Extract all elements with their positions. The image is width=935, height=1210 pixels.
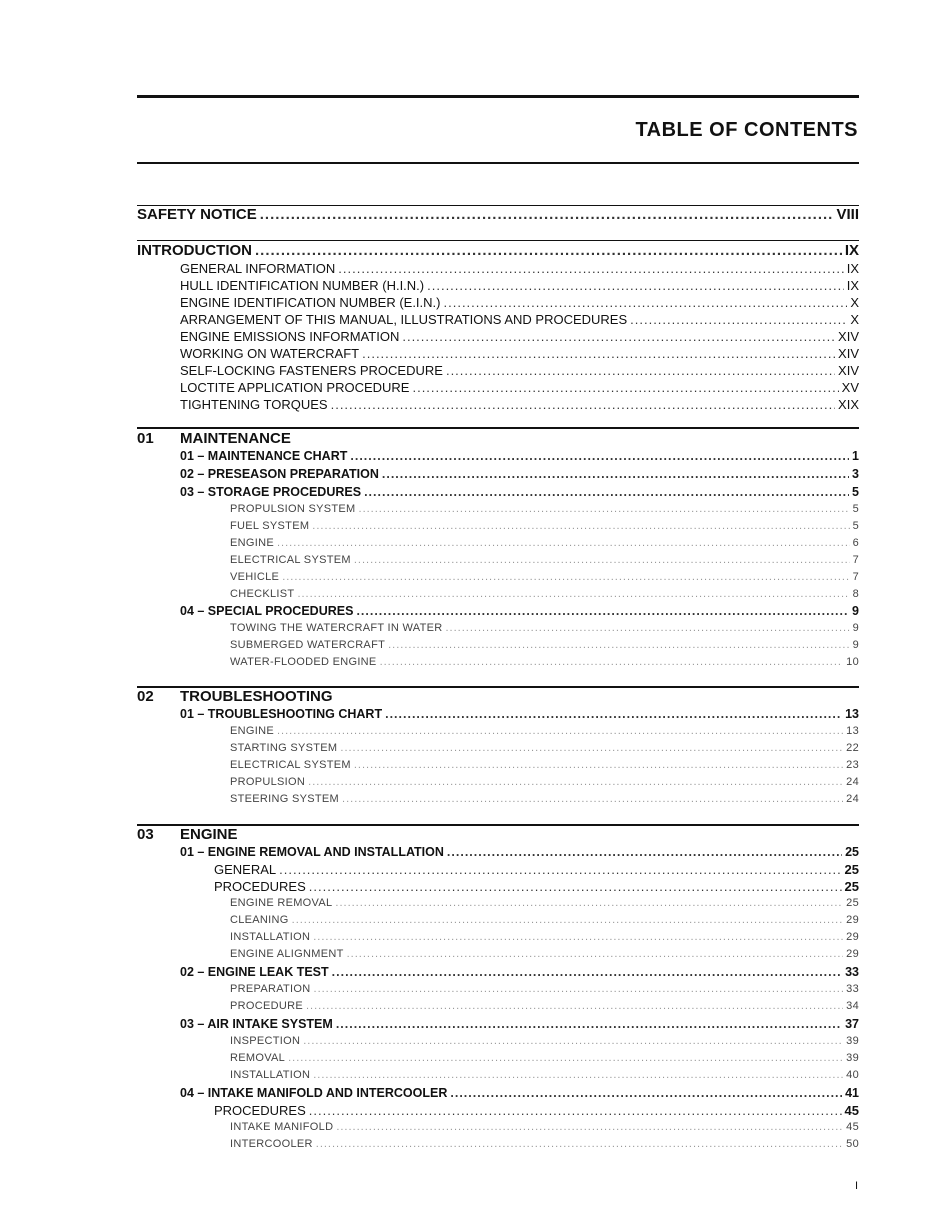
- toc-item[interactable]: STEERING SYSTEM ..... 24: [230, 793, 859, 805]
- toc-item[interactable]: CHECKLIST ..... 8: [230, 588, 859, 600]
- toc-item[interactable]: INTAKE MANIFOLD ..... 45: [230, 1121, 859, 1133]
- toc-item[interactable]: ENGINE ..... 13: [230, 725, 859, 737]
- toc-subsection[interactable]: 04 – SPECIAL PROCEDURES ..... 9: [180, 604, 859, 618]
- toc-item[interactable]: ELECTRICAL SYSTEM ..... 7: [230, 554, 859, 566]
- page-number: I: [854, 1180, 858, 1192]
- toc-item[interactable]: INSPECTION ..... 39: [230, 1035, 859, 1047]
- toc-item[interactable]: ENGINE ALIGNMENT ..... 29: [230, 948, 859, 960]
- toc-item[interactable]: PROCEDURE ..... 34: [230, 1000, 859, 1012]
- toc-entry[interactable]: PROCEDURES ..... 25: [214, 879, 859, 894]
- toc-item[interactable]: INTERCOOLER ..... 50: [230, 1138, 859, 1150]
- toc-item[interactable]: FUEL SYSTEM ..... 5: [230, 520, 859, 532]
- toc-item[interactable]: SUBMERGED WATERCRAFT ..... 9: [230, 639, 859, 651]
- toc-item[interactable]: VEHICLE ..... 7: [230, 571, 859, 583]
- toc-subsection[interactable]: 02 – PRESEASON PREPARATION ..... 3: [180, 467, 859, 481]
- toc-item[interactable]: ENGINE REMOVAL ..... 25: [230, 897, 859, 909]
- toc-item[interactable]: INSTALLATION ..... 29: [230, 931, 859, 943]
- toc-entry[interactable]: ARRANGEMENT OF THIS MANUAL, ILLUSTRATIONS AND PROCEDURES ..... X: [180, 312, 859, 327]
- toc-entry-safety-notice[interactable]: SAFETY NOTICE ..... VIII: [137, 206, 859, 223]
- toc-entry[interactable]: ENGINE IDENTIFICATION NUMBER (E.I.N.) ..... X: [180, 295, 859, 310]
- chapter-heading-maintenance[interactable]: 01 MAINTENANCE: [137, 430, 291, 447]
- toc-entry[interactable]: WORKING ON WATERCRAFT ..... XIV: [180, 346, 859, 361]
- toc-entry[interactable]: HULL IDENTIFICATION NUMBER (H.I.N.) ..... IX: [180, 278, 859, 293]
- toc-entry[interactable]: GENERAL INFORMATION ..... IX: [180, 261, 859, 276]
- toc-entry[interactable]: SELF-LOCKING FASTENERS PROCEDURE ..... XIV: [180, 363, 859, 378]
- toc-item[interactable]: WATER-FLOODED ENGINE ..... 10: [230, 656, 859, 668]
- toc-subsection[interactable]: 01 – ENGINE REMOVAL AND INSTALLATION ..... 25: [180, 845, 859, 859]
- toc-item[interactable]: TOWING THE WATERCRAFT IN WATER ..... 9: [230, 622, 859, 634]
- toc-subsection[interactable]: 01 – TROUBLESHOOTING CHART ..... 13: [180, 707, 859, 721]
- chapter-heading-engine[interactable]: 03 ENGINE: [137, 826, 238, 843]
- toc-item[interactable]: PREPARATION ..... 33: [230, 983, 859, 995]
- toc-subsection[interactable]: 03 – STORAGE PROCEDURES ..... 5: [180, 485, 859, 499]
- top-rule: [137, 95, 859, 98]
- toc-entry[interactable]: LOCTITE APPLICATION PROCEDURE ..... XV: [180, 380, 859, 395]
- toc-entry[interactable]: PROCEDURES ..... 45: [214, 1103, 859, 1118]
- toc-item[interactable]: CLEANING ..... 29: [230, 914, 859, 926]
- toc-item[interactable]: STARTING SYSTEM ..... 22: [230, 742, 859, 754]
- toc-item[interactable]: ELECTRICAL SYSTEM ..... 23: [230, 759, 859, 771]
- toc-entry[interactable]: ENGINE EMISSIONS INFORMATION ..... XIV: [180, 329, 859, 344]
- toc-subsection[interactable]: 01 – MAINTENANCE CHART ..... 1: [180, 449, 859, 463]
- page-title: TABLE OF CONTENTS: [635, 119, 858, 141]
- toc-item[interactable]: INSTALLATION ..... 40: [230, 1069, 859, 1081]
- toc-entry-introduction[interactable]: INTRODUCTION ..... IX: [137, 242, 859, 259]
- toc-entry[interactable]: GENERAL ..... 25: [214, 862, 859, 877]
- toc-item[interactable]: PROPULSION SYSTEM ..... 5: [230, 503, 859, 515]
- toc-item[interactable]: ENGINE ..... 6: [230, 537, 859, 549]
- section-divider: [137, 427, 859, 429]
- section-divider: [137, 240, 859, 241]
- toc-item[interactable]: PROPULSION ..... 24: [230, 776, 859, 788]
- chapter-heading-troubleshooting[interactable]: 02 TROUBLESHOOTING: [137, 688, 333, 705]
- toc-entry[interactable]: TIGHTENING TORQUES ..... XIX: [180, 397, 859, 412]
- toc-subsection[interactable]: 03 – AIR INTAKE SYSTEM ..... 37: [180, 1017, 859, 1031]
- toc-subsection[interactable]: 02 – ENGINE LEAK TEST ..... 33: [180, 965, 859, 979]
- toc-item[interactable]: REMOVAL ..... 39: [230, 1052, 859, 1064]
- toc-subsection[interactable]: 04 – INTAKE MANIFOLD AND INTERCOOLER ..... 41: [180, 1086, 859, 1100]
- title-rule: [137, 162, 859, 164]
